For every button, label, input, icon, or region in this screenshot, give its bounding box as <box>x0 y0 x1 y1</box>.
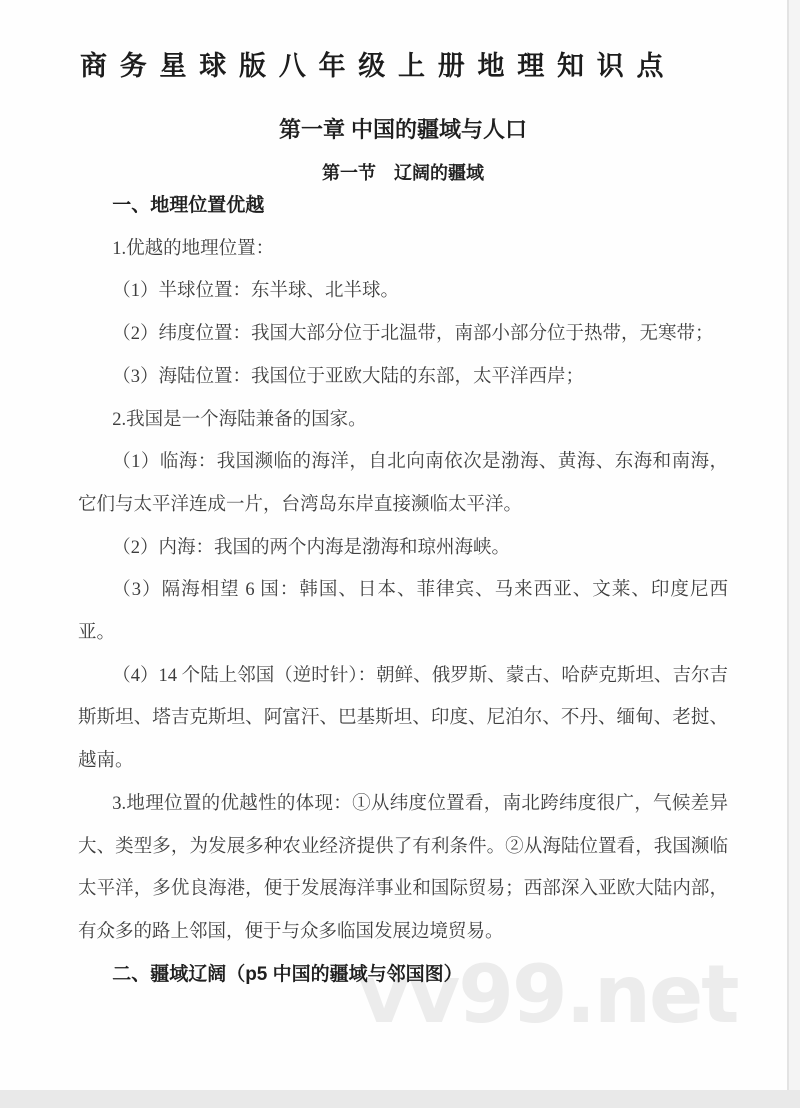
paragraph: （4）14 个陆上邻国（逆时针）：朝鲜、俄罗斯、蒙古、哈萨克斯坦、吉尔吉斯斯坦、塔吉克斯坦、阿富汗、巴基斯坦、印度、尼泊尔、不丹、缅甸、老挝、越南。 <box>78 665 728 772</box>
subsection-2-heading: 二、疆域辽阔（p5 中国的疆域与邻国图） <box>112 963 463 985</box>
page-title: 商 务 星 球 版 八 年 级 上 册 地 理 知 识 点 <box>80 51 667 81</box>
document-content <box>0 44 787 996</box>
paragraph: （1）临海：我国濒临的海洋，自北向南依次是渤海、黄海、东海和南海，它们与太平洋连成一片，台湾岛东岸直接濒临太平洋。 <box>78 452 728 515</box>
body-text <box>78 185 728 996</box>
paragraph: （1）半球位置：东半球、北半球。 <box>112 281 399 302</box>
chapter-heading: 第一章 中国的疆域与人口 <box>278 117 528 142</box>
subsection-1-heading: 一、地理位置优越 <box>112 195 265 216</box>
page-bottom-gap <box>0 1090 800 1108</box>
paragraph: （2）内海：我国的两个内海是渤海和琼州海峡。 <box>112 537 510 558</box>
paragraph: （3）海陆位置：我国位于亚欧大陆的东部，太平洋西岸； <box>112 366 584 387</box>
paragraph: （2）纬度位置：我国大部分位于北温带，南部小部分位于热带，无寒带； <box>112 324 714 345</box>
paragraph: 2.我国是一个海陆兼备的国家。 <box>112 409 367 430</box>
watermark: vv99.net <box>358 948 738 1041</box>
paragraph: 1.优越的地理位置： <box>112 238 275 259</box>
paragraph: 3.地理位置的优越性的体现：①从纬度位置看，南北跨纬度很广，气候差异大、类型多，为发展多种农业经济提供了有利条件。②从海陆位置看，我国濒临太平洋，多优良海港，便于发展海洋事业和国际贸易；西部深入亚欧大陆内部，有众多的路上邻国，便于与众多临国发展边境贸易。 <box>78 793 728 942</box>
section-heading: 第一节 辽阔的疆域 <box>322 163 484 183</box>
paragraph: （3）隔海相望 6 国：韩国、日本、菲律宾、马来西亚、文莱、印度尼西亚。 <box>78 580 728 644</box>
